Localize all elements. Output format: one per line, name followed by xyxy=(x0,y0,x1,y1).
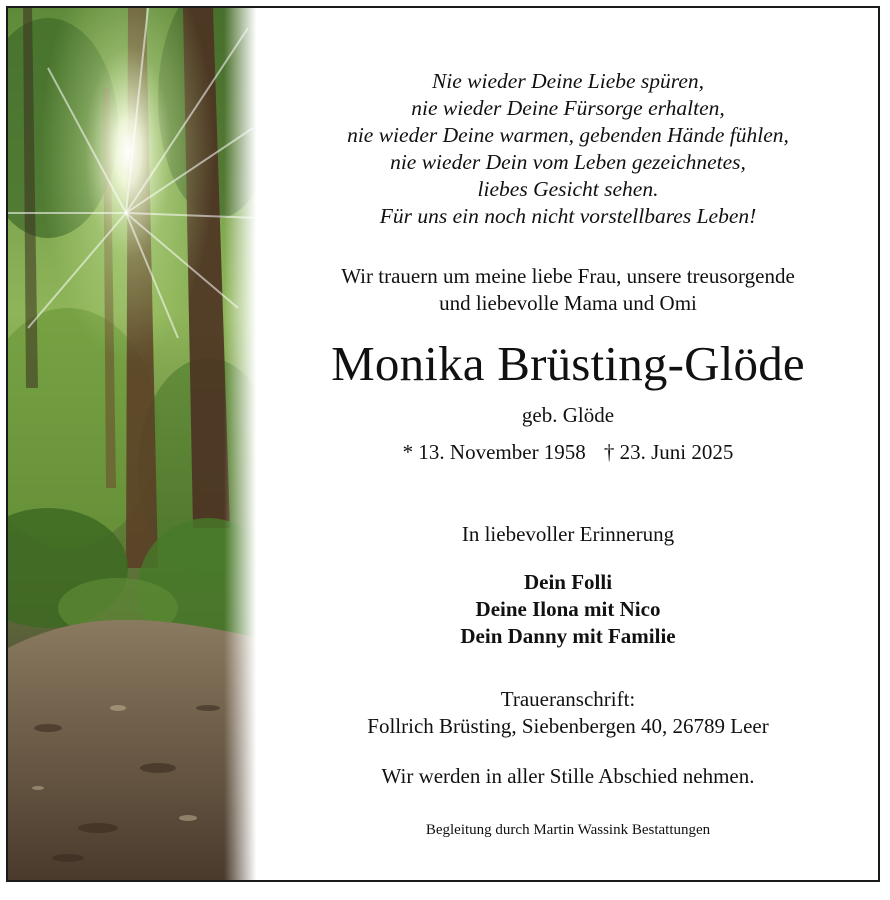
family-member: Dein Danny mit Familie xyxy=(460,624,676,648)
poem-line: liebes Gesicht sehen. xyxy=(477,177,659,201)
obituary-frame xyxy=(6,6,880,882)
birth-date: * 13. November 1958 xyxy=(402,440,586,464)
family-member: Dein Folli xyxy=(523,570,613,594)
memory-line: In liebevoller Erinnerung xyxy=(461,522,675,546)
intro-line: und liebevolle Mama und Omi xyxy=(439,291,697,315)
address-text: Follrich Brüsting, Siebenbergen 40, 26789 Leer xyxy=(367,714,769,738)
family-list xyxy=(258,569,878,650)
undertaker-note: Begleitung durch Martin Wassink Bestattungen xyxy=(425,822,711,838)
address-label: Traueranschrift: xyxy=(500,687,636,711)
poem-line: nie wieder Dein vom Leben gezeichnetes, xyxy=(390,150,746,174)
deceased-name: Monika Brüsting-Glöde xyxy=(331,336,805,391)
death-date: † 23. Juni 2025 xyxy=(603,440,734,464)
life-dates xyxy=(258,439,878,465)
poem xyxy=(258,68,878,230)
poem-line: nie wieder Deine Fürsorge erhalten, xyxy=(411,96,725,120)
forest-photo xyxy=(8,8,258,880)
poem-line: Für uns ein noch nicht vorstellbares Leben! xyxy=(379,204,757,228)
mourning-address xyxy=(258,686,878,740)
maiden-name: geb. Glöde xyxy=(521,403,615,427)
intro-line: Wir trauern um meine liebe Frau, unsere treusorgende xyxy=(341,264,795,288)
family-member: Deine Ilona mit Nico xyxy=(475,597,661,621)
poem-line: nie wieder Deine warmen, gebenden Hände fühlen, xyxy=(347,123,789,147)
intro xyxy=(258,263,878,317)
farewell-note: Wir werden in aller Stille Abschied nehmen. xyxy=(381,764,755,788)
poem-line: Nie wieder Deine Liebe spüren, xyxy=(431,69,705,93)
